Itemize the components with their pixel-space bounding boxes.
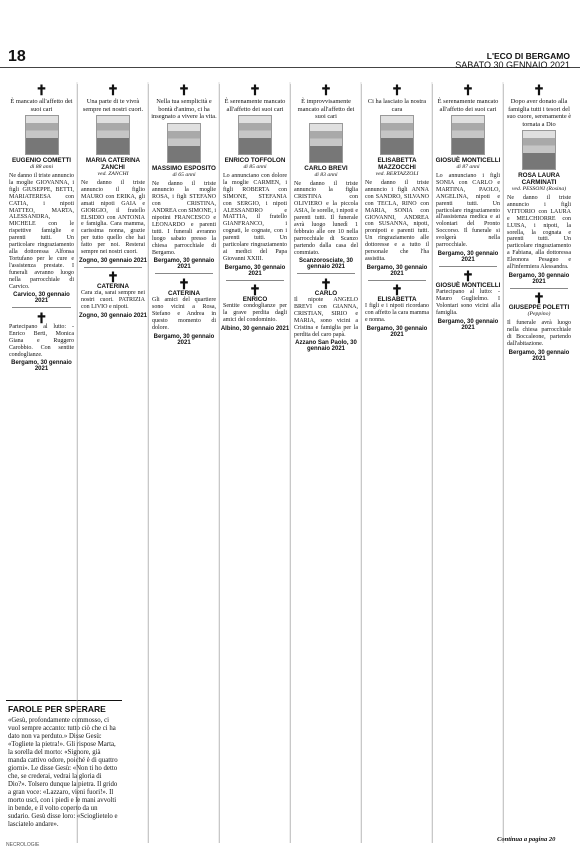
portrait-photo — [380, 115, 414, 155]
notice-lead: Nella tua semplicità e bontà d'animo, ci ha insegnato a vivere la vita. — [151, 98, 217, 120]
notice-divider — [155, 273, 213, 274]
notice-text: Ne danno il triste annuncio i figli ANNA con SANDRO, SILVANO con TECLA, RINO con MARIA, SONIA con GIOVANNI, ANDREA con SUSANNA, nipoti, pronipoti e parenti tutti. Un ringraziamento alle dottoresse e a tutto il personale che l'ha assistita. — [365, 180, 429, 262]
notice-text: Ne danno il triste annuncio la moglie ROSA, i figli STEFANO con CRISTINA, ANDREA con SIMONE, i nipotini FRANCESCO e LEONARDO e parenti tutti. I funerali avranno luogo sabato presso la chiesa parrocchiale di Bergamo. — [152, 180, 216, 256]
deceased-subtitle: di 88 anni — [29, 164, 54, 170]
cross-icon: ✝ — [391, 282, 403, 299]
deceased-subtitle: ved. PESSONI (Rosina) — [511, 186, 567, 192]
deceased-subtitle: ved. BERTAZZOLI — [375, 171, 419, 177]
notice-place-date: Bergamo, 30 gennaio 2021 — [437, 319, 499, 332]
portrait-photo — [451, 115, 485, 155]
notice-lead: Dopo aver donato alla famiglia tutti i tesori del suo cuore, serenamente è tornata a Dio — [506, 98, 572, 128]
cross-icon: ✝ — [249, 282, 261, 299]
notice-text: Gli amici del quartiere sono vicini a Rosa, Stefano e Andrea in questo momento di dolore. — [152, 296, 216, 331]
portrait-photo — [96, 115, 130, 155]
deceased-subtitle: di 85 anni — [243, 164, 267, 170]
notice-place-date: Bergamo, 30 gennaio 2021 — [153, 333, 215, 346]
notice-text: Ne danno il triste annuncio la figlia CRISTINA con OLIVIERO e la piccola ASIA, le sorelle, i nipoti e parenti tutti. Il funerale avrà luogo lunedì 1 febbraio alle ore 10 nella parrocchiale di Scanzo partendo dalla casa del commiato. — [294, 180, 358, 256]
notice-lead: È mancato all'affetto dei suoi cari — [10, 98, 73, 113]
deceased-name: CARLO — [314, 289, 338, 297]
deceased-name: ELISABETTA — [377, 296, 417, 304]
notice-place-date: Bergamo, 30 gennaio 2021 — [437, 250, 499, 263]
portrait-photo — [25, 115, 59, 155]
deceased-name: GIUSEPPE POLETTI — [508, 304, 570, 312]
deceased-subtitle: ved. ZANCHI — [97, 171, 129, 177]
footer-label: NECROLOGIE — [6, 842, 40, 848]
portrait-photo — [238, 115, 272, 155]
notice-place-date: Bergamo, 30 gennaio 2021 — [508, 350, 570, 363]
deceased-name: MARIA CATERINA ZANCHI — [85, 157, 141, 171]
notice-place-date: Zogno, 30 gennaio 2021 — [78, 257, 147, 264]
deceased-name: CATERINA — [167, 289, 201, 297]
cross-icon: ✝ — [320, 84, 332, 98]
notice-lead: È serenamente mancato all'affetto dei suoi cari — [224, 98, 286, 113]
continue-note: Continua a pagina 20 — [497, 836, 556, 843]
deceased-name: MASSIMO ESPOSITO — [152, 164, 216, 172]
deceased-name: ELISABETTA MAZZOCCHI — [377, 157, 417, 171]
notice-place-date: Bergamo, 30 gennaio 2021 — [366, 264, 428, 277]
notice-place-date: Zogno, 30 gennaio 2021 — [78, 313, 147, 320]
cross-icon: ✝ — [462, 84, 474, 98]
cross-icon: ✝ — [320, 275, 332, 292]
reflection-title: FAROLE PER SPERARE — [8, 704, 106, 714]
cross-icon: ✝ — [35, 309, 48, 326]
deceased-name: ENRICO TOFFOLON — [224, 157, 286, 164]
reflection-text: «Gesù, profondamente commosso, ci vuol sempre accanto: tutto ciò che ci ha dato non va perduto.» Disse Gesù: «Togliete la pietra!». Gli rispose Marta, la sorella del morto: «Signore, già manda cattivo odore, poiché è di quattro giorni». Le disse Gesù: «Non ti ho detto che, se crederai, vedrai la gloria di Dio?». Tolsero dunque la pietra. Il grido a gran voce: «Lazzaro, vieni fuori!». Il morto uscì, con i piedi e le mani avvolti in bende, e il volto coperto da un sudario. Gesù disse loro: «Scioglietelo e lasciatelo andare». — [8, 717, 118, 828]
page-header — [0, 0, 580, 68]
cross-icon: ✝ — [533, 290, 545, 307]
notice-divider — [12, 307, 71, 308]
cross-icon: ✝ — [35, 84, 48, 98]
cross-icon: ✝ — [249, 84, 261, 98]
notice-text: Lo annunciano i figli SONIA con CARLO e MARTINA, PAOLO, ANGELINA, nipoti e parenti tutti. Un particolare ringraziamento all'assistenza medica e ai volontari del Pronto Soccorso. Il funerale si svolgerà nella parrocchiale. — [436, 173, 500, 249]
notice-place-date: Azzano San Paolo, 30 gennaio 2021 — [295, 340, 357, 353]
obituary-column — [219, 84, 290, 843]
notice-place-date: Bergamo, 30 gennaio 2021 — [11, 360, 72, 373]
notice-text: Partecipano al lutto: - Mauro Guglielmo. I Volontari sono vicini alla famiglia. — [436, 289, 500, 317]
obituary-column — [290, 84, 361, 843]
portrait-photo — [522, 130, 556, 170]
notice-text: Cara zia, sarai sempre nei nostri cuori. PATRIZIA con LIVIO e nipoti. — [81, 290, 145, 311]
deceased-name: CATERINA — [96, 283, 130, 291]
notice-text: Ne danno il triste annuncio i figli VITTORIO con LAURA e MELCHIORRE con LUISA, i nipoti, la sorella, la cognata e parenti tutti. Un particolare ringraziamento a Fabiana, alla dottoressa Eleonora Pesaguo e all'infermiera Alessandra. — [507, 195, 571, 271]
notice-place-date: Bergamo, 30 gennaio 2021 — [224, 264, 286, 277]
notice-text: Il funerale avrà luogo nella chiesa parrocchiale di Boccaleone, partendo dall'abitazione. — [507, 320, 571, 348]
notice-text: Lo annunciano con dolore la moglie CARMEN, i figli ROBERTA con SIMONE, STEFANIA con SERGIO, i nipoti ALESSANDRO e MATTIA, il fratello GIANFRANCO, i cognati, le cognate, con i parenti tutti. Un particolare ringraziamento ai medici del Papa Giovanni XXIII. — [223, 173, 287, 262]
notice-place-date: Carvico, 30 gennaio 2021 — [13, 292, 70, 305]
notice-divider — [297, 273, 355, 274]
notice-text: I figli e i nipoti ricordano con affetto la cara mamma e nonna. — [365, 303, 429, 324]
deceased-name: CARLO BREVI — [304, 164, 348, 172]
deceased-name: GIOSUÈ MONTICELLI — [435, 157, 501, 164]
page-number: 18 — [8, 48, 26, 65]
issue-date: SABATO 30 GENNAIO 2021 — [455, 60, 570, 70]
notice-lead: Una parte di te vivrà sempre nei nostri cuori. — [82, 98, 144, 113]
notice-divider — [510, 288, 568, 289]
notice-place-date: Albino, 30 gennaio 2021 — [220, 326, 290, 332]
notice-text: Ne danno il triste annuncio la moglie GIOVANNA, i figli GIUSEPPE, BETTI, MARIATERESA con CATIA, i nipoti MATTEO, MARTA, ALESSANDRA, MICHELE con le rispettive famiglie e parenti tutti. Un particolare ringraziamento alla dottoressa Alfonsa Tortufano per le cure e l'assistenza prestate. I funerali avranno luogo nella parrocchiale di Carvico. — [9, 173, 74, 290]
notice-divider — [368, 280, 426, 281]
newspaper-name: L'ECO DI BERGAMO — [486, 51, 570, 61]
notice-place-date: Bergamo, 30 gennaio 2021 — [153, 258, 215, 271]
deceased-name: EUGENIO COMETTI — [11, 157, 72, 164]
portrait-photo — [309, 123, 343, 163]
deceased-subtitle: di 65 anni — [172, 171, 196, 178]
notice-text: Il nipote ANGELO BREVI con GIANNA, CRISTIAN, SIRIO e MARIA, sono vicini a Cristina e famiglia per la perdita del caro papà. — [294, 296, 358, 338]
deceased-name: ROSA LAURA CARMINATI — [518, 172, 560, 186]
notice-divider — [226, 280, 284, 281]
notice-place-date: Bergamo, 30 gennaio 2021 — [366, 326, 428, 339]
cross-icon: ✝ — [107, 269, 119, 286]
obituary-column — [503, 84, 574, 843]
reflection-box — [6, 700, 122, 840]
cross-icon: ✝ — [107, 84, 119, 98]
deceased-subtitle: di 87 anni — [456, 164, 480, 170]
deceased-name: ENRICO — [242, 296, 268, 304]
notice-place-date: Bergamo, 30 gennaio 2021 — [508, 272, 570, 285]
portrait-photo — [167, 123, 201, 163]
notice-lead: È improvvisamente mancato all'affetto dei suoi cari — [297, 98, 355, 120]
notice-lead: È serenamente mancato all'affetto dei suoi cari — [437, 98, 499, 113]
obituary-column — [6, 84, 77, 697]
obituary-column — [432, 84, 503, 843]
masthead — [455, 52, 570, 70]
deceased-subtitle: di 83 anni — [314, 171, 338, 178]
cross-icon: ✝ — [462, 268, 474, 285]
obituary-column — [148, 84, 219, 843]
cross-icon: ✝ — [178, 84, 190, 98]
cross-icon: ✝ — [533, 84, 545, 98]
notice-divider — [84, 267, 142, 268]
cross-icon: ✝ — [178, 275, 190, 292]
notice-text: Partecipano al lutto: - Enrico Berti, Monica Giana e Ruggero Carobbio. Con sentite condoglianze. — [9, 323, 74, 358]
notice-place-date: Scanzorosciate, 30 gennaio 2021 — [298, 258, 354, 271]
notice-text: Ne danno il triste annuncio il figlio MAURO con ERIKA, gli amati nipoti GAIA e GIORGIO, il fratello ELSIDIO con ANTONIA e famiglia. Cara mamma, carissima nonna, grazie per tutto quello che hai fatto per noi. Resterai sempre nei nostri cuori. — [81, 180, 145, 256]
obituary-column — [361, 84, 432, 843]
deceased-name: GIOSUÈ MONTICELLI — [435, 282, 501, 290]
notice-text: Sentite condoglianze per la grave perdita dagli amici del condominio. — [223, 303, 287, 324]
notice-lead: Ci ha lasciato la nostra cara — [367, 98, 427, 113]
cross-icon: ✝ — [391, 84, 403, 98]
notice-divider — [439, 266, 497, 267]
deceased-subtitle: (Peppino) — [527, 311, 551, 318]
